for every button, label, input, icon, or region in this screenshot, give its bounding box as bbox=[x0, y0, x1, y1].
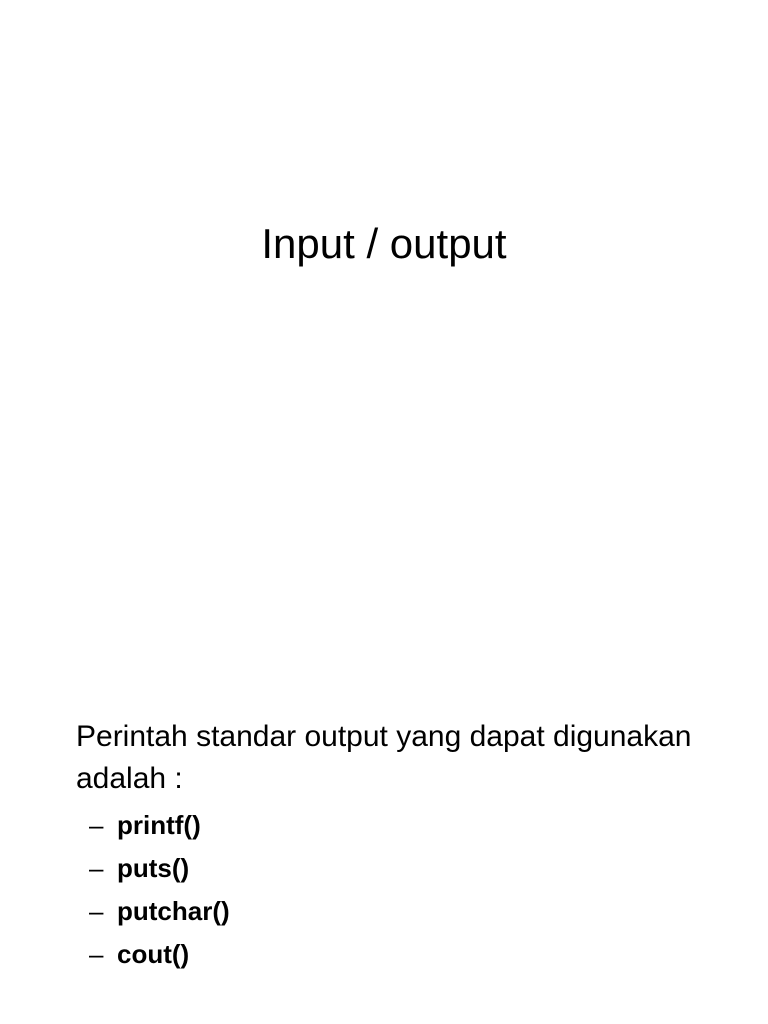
bullet-list bbox=[76, 804, 716, 976]
dash-marker: – bbox=[89, 939, 104, 969]
bullet-text-printf: printf() bbox=[117, 810, 201, 840]
bullet-text-cout: cout() bbox=[117, 939, 190, 969]
dash-marker: – bbox=[89, 810, 104, 840]
slide-title: Input / output bbox=[261, 220, 507, 267]
bullet-text-putchar: putchar() bbox=[117, 896, 230, 926]
dash-marker: – bbox=[89, 896, 104, 926]
bullet-item bbox=[89, 847, 716, 890]
dash-marker: – bbox=[89, 853, 104, 883]
slide-body bbox=[76, 716, 716, 976]
bullet-item bbox=[89, 890, 716, 933]
intro-text: Perintah standar output yang dapat digunakan adalah : bbox=[76, 720, 692, 795]
bullet-item bbox=[89, 804, 716, 847]
bullet-item bbox=[89, 933, 716, 976]
bullet-text-puts: puts() bbox=[117, 853, 190, 883]
